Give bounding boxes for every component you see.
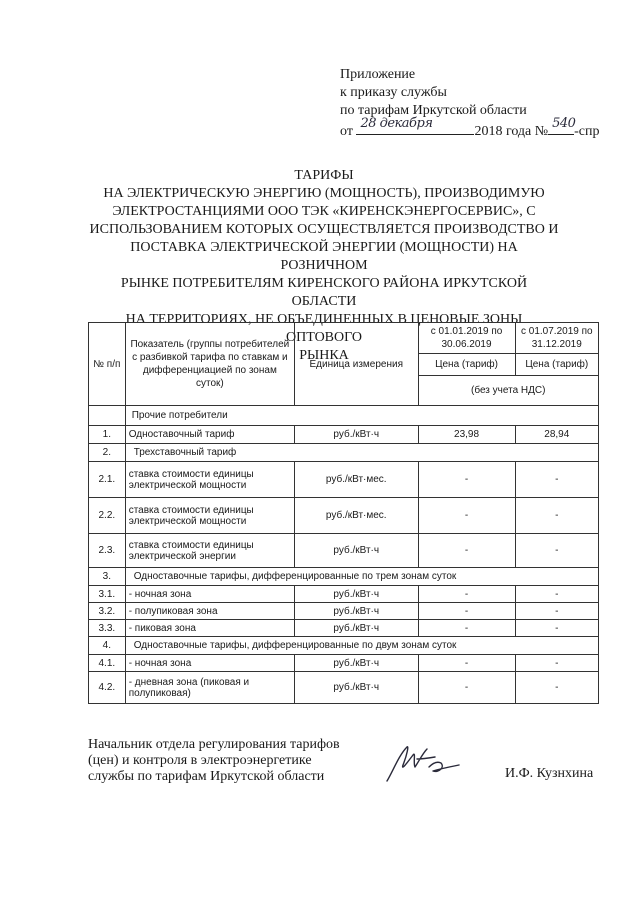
row-section-title: Одноставочные тарифы, дифференцированные по двум зонам суток: [125, 637, 598, 655]
order-number-field: [548, 116, 576, 135]
header-price-1: Цена (тариф): [418, 354, 515, 376]
appendix-block: [340, 66, 600, 141]
header-num: № п/п: [89, 323, 126, 406]
row-value-2: -: [515, 620, 598, 637]
row-value-2: -: [515, 603, 598, 620]
handwritten-signature: [383, 741, 463, 785]
row-unit: руб./кВт·ч: [295, 620, 418, 637]
table-row: [89, 620, 599, 637]
row-section-title: Одноставочные тарифы, дифференцированные по трем зонам суток: [125, 568, 598, 586]
appendix-line: к приказу службы: [340, 85, 447, 100]
ref-prefix: от: [340, 124, 353, 139]
title-line: НА ТЕРРИТОРИЯХ, НЕ ОБЪЕДИНЕННЫХ В ЦЕНОВЫЕ ЗОНЫ ОПТОВОГО: [125, 312, 523, 345]
row-num: 4.2.: [89, 672, 126, 704]
row-name: ставка стоимости единицы электрической мощности: [125, 462, 294, 498]
title-line: РЫНКА: [299, 348, 349, 363]
table-row: [89, 568, 599, 586]
row-unit: руб./кВт·мес.: [295, 498, 418, 534]
order-reference: [340, 116, 600, 141]
handwritten-date: 28 декабря: [360, 116, 433, 131]
row-section-title: Трехставочный тариф: [125, 444, 598, 462]
row-value-1: -: [418, 655, 515, 672]
signatory-position-line: службы по тарифам Иркутской области: [88, 769, 325, 784]
row-name: - полупиковая зона: [125, 603, 294, 620]
table-row: [89, 655, 599, 672]
appendix-line: по тарифам Иркутской области: [340, 103, 527, 118]
table-row: [89, 672, 599, 704]
row-num: 3.2.: [89, 603, 126, 620]
row-num: 3.: [89, 568, 126, 586]
appendix-line: Приложение: [340, 67, 416, 82]
title-heading: ТАРИФЫ: [294, 168, 354, 183]
title-line: ПОСТАВКА ЭЛЕКТРИЧЕСКОЙ ЭНЕРГИИ (МОЩНОСТИ) НА РОЗНИЧНОМ: [130, 240, 518, 273]
row-value-2: -: [515, 672, 598, 704]
tariff-table: [88, 322, 599, 704]
row-num: 2.: [89, 444, 126, 462]
group-title: Прочие потребители: [125, 406, 598, 426]
row-name: - ночная зона: [125, 586, 294, 603]
title-line: ИСПОЛЬЗОВАНИЕМ КОТОРЫХ ОСУЩЕСТВЛЯЕТСЯ ПРОИЗВОДСТВО И: [89, 222, 559, 237]
row-unit: руб./кВт·ч: [295, 672, 418, 704]
ref-suffix: -спр: [574, 124, 600, 139]
row-value-1: -: [418, 672, 515, 704]
row-num: 2.3.: [89, 534, 126, 568]
row-value-1: 23,98: [418, 426, 515, 444]
title-line: НА ЭЛЕКТРИЧЕСКУЮ ЭНЕРГИЮ (МОЩНОСТЬ), ПРОИЗВОДИМУЮ: [103, 186, 545, 201]
row-num: 2.2.: [89, 498, 126, 534]
signatory-position-line: (цен) и контроля в электроэнергетике: [88, 753, 312, 768]
row-num: 2.1.: [89, 462, 126, 498]
table-row: [89, 534, 599, 568]
row-num: 3.3.: [89, 620, 126, 637]
table-row: [89, 462, 599, 498]
row-value-1: -: [418, 620, 515, 637]
row-value-1: -: [418, 462, 515, 498]
row-unit: руб./кВт·ч: [295, 586, 418, 603]
header-unit: Единица измерения: [295, 323, 418, 406]
header-period-1: с 01.01.2019 по 30.06.2019: [418, 323, 515, 354]
header-period-2: с 01.07.2019 по 31.12.2019: [515, 323, 598, 354]
table-row: [89, 586, 599, 603]
row-name: Одноставочный тариф: [125, 426, 294, 444]
row-value-2: 28,94: [515, 426, 598, 444]
signatory-block: [88, 737, 340, 785]
title-line: РЫНКЕ ПОТРЕБИТЕЛЯМ КИРЕНСКОГО РАЙОНА ИРКУТСКОЙ ОБЛАСТИ: [120, 276, 528, 309]
row-unit: руб./кВт·ч: [295, 655, 418, 672]
row-value-1: -: [418, 534, 515, 568]
table-row: [89, 426, 599, 444]
row-value-1: -: [418, 498, 515, 534]
row-num: 1.: [89, 426, 126, 444]
row-unit: руб./кВт·ч: [295, 603, 418, 620]
group-num-cell: [89, 406, 126, 426]
row-value-2: -: [515, 534, 598, 568]
signatory-position-line: Начальник отдела регулирования тарифов: [88, 737, 340, 752]
row-value-2: -: [515, 462, 598, 498]
header-indicator: Показатель (группы потребителей с разбивкой тарифа по ставкам и дифференциацией по зонам суток): [125, 323, 294, 406]
title-line: ЭЛЕКТРОСТАНЦИЯМИ ООО ТЭК «КИРЕНСКЭНЕРГОСЕРВИС», С: [112, 204, 536, 219]
row-name: - дневная зона (пиковая и полупиковая): [125, 672, 294, 704]
handwritten-number: 540: [552, 116, 576, 131]
row-value-2: -: [515, 586, 598, 603]
table-row: [89, 637, 599, 655]
row-name: ставка стоимости единицы электрической энергии: [125, 534, 294, 568]
row-value-2: -: [515, 498, 598, 534]
table-row: [89, 603, 599, 620]
row-unit: руб./кВт·ч: [295, 534, 418, 568]
row-name: - пиковая зона: [125, 620, 294, 637]
row-num: 3.1.: [89, 586, 126, 603]
header-vat-note: (без учета НДС): [418, 376, 599, 406]
table-row: [89, 444, 599, 462]
signatory-name: И.Ф. Кузнхина: [505, 766, 594, 781]
row-value-1: -: [418, 586, 515, 603]
order-date-field: [356, 116, 474, 135]
row-unit: руб./кВт·мес.: [295, 462, 418, 498]
ref-year: 2018 года №: [474, 124, 549, 139]
row-name: - ночная зона: [125, 655, 294, 672]
table-row: [89, 498, 599, 534]
header-price-2: Цена (тариф): [515, 354, 598, 376]
row-num: 4.1.: [89, 655, 126, 672]
row-value-1: -: [418, 603, 515, 620]
row-num: 4.: [89, 637, 126, 655]
row-value-2: -: [515, 655, 598, 672]
row-name: ставка стоимости единицы электрической мощности: [125, 498, 294, 534]
row-unit: руб./кВт·ч: [295, 426, 418, 444]
